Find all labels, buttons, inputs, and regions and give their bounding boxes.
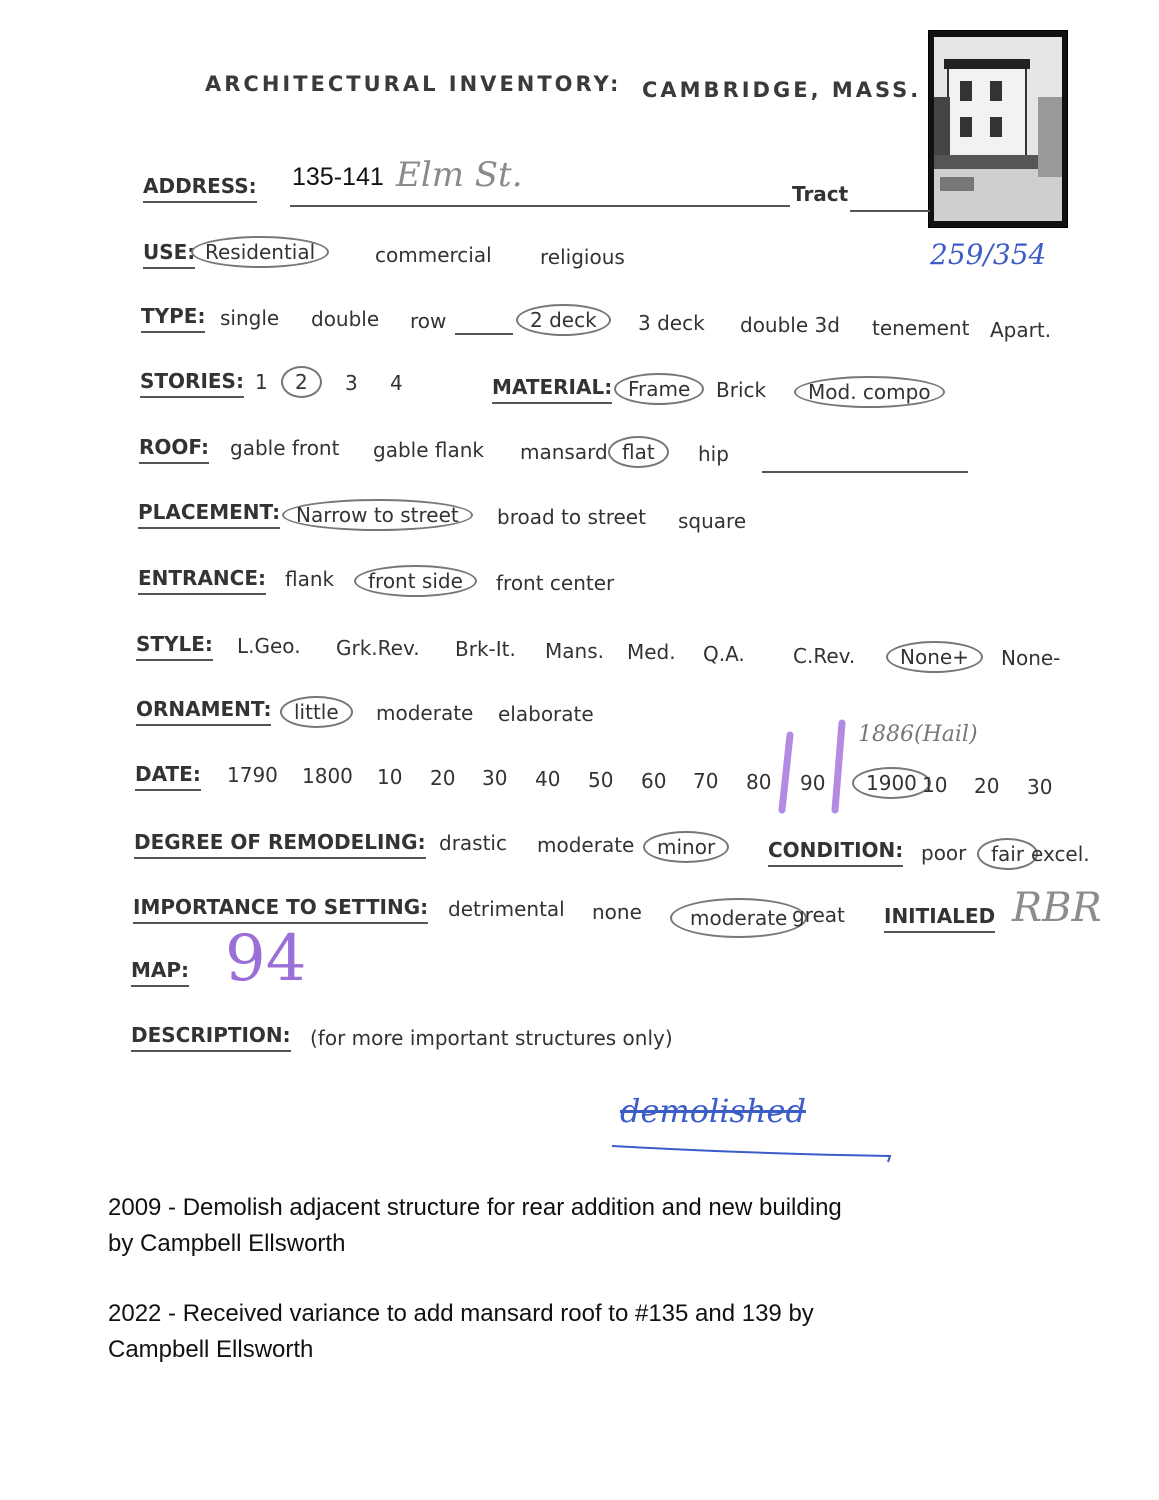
use-residential: Residential (191, 236, 329, 268)
importance-label: IMPORTANCE TO SETTING: (133, 895, 428, 924)
stories-2: 2 (281, 366, 322, 398)
style-lgeo: L.Geo. (237, 634, 301, 658)
roof-flat: flat (608, 436, 669, 468)
importance-none: none (592, 900, 642, 924)
roof-gable-front: gable front (230, 436, 340, 460)
date-annotation: 1886(Hail) (858, 722, 978, 747)
type-tenement: tenement (872, 316, 970, 340)
importance-moderate: moderate (670, 898, 807, 938)
importance-detrimental: detrimental (448, 897, 565, 921)
style-med: Med. (627, 640, 676, 664)
use-commercial: commercial (375, 243, 492, 267)
style-none-plus: None+ (886, 641, 983, 673)
date-purple-strokes (760, 715, 860, 815)
date-1790: 1790 (227, 763, 278, 787)
style-qa: Q.A. (703, 642, 745, 666)
material-label: MATERIAL: (492, 375, 612, 404)
entrance-front-center: front center (496, 571, 615, 595)
description-handwritten: demolished (620, 1092, 806, 1130)
date-50: 50 (588, 768, 614, 792)
description-label: DESCRIPTION: (131, 1023, 291, 1052)
style-label: STYLE: (136, 632, 213, 661)
description-underline (608, 1138, 898, 1168)
date-1900: 1900 (852, 767, 931, 799)
use-religious: religious (540, 245, 625, 269)
description-note: (for more important structures only) (310, 1026, 673, 1050)
date-1920: 20 (974, 774, 1000, 798)
stories-4: 4 (390, 371, 403, 395)
placement-label: PLACEMENT: (138, 500, 280, 529)
remodeling-minor: minor (643, 831, 729, 863)
date-80: 80 (746, 770, 772, 794)
map-value: 94 (225, 922, 307, 996)
initialed-label: INITIALED (884, 904, 995, 933)
condition-poor: poor (921, 841, 967, 865)
note-2022: 2022 - Received variance to add mansard roof to #135 and 139 by Campbell Ellsworth (108, 1300, 814, 1363)
material-mod-compo: Mod. compo (794, 376, 945, 408)
stories-3: 3 (345, 371, 358, 395)
type-3-deck: 3 deck (638, 311, 705, 335)
date-60: 60 (641, 769, 667, 793)
style-brkit: Brk-It. (455, 637, 516, 661)
address-label: ADDRESS: (143, 174, 257, 203)
stories-label: STORIES: (140, 369, 244, 398)
importance-great: great (792, 903, 845, 927)
entrance-label: ENTRANCE: (138, 566, 266, 595)
entrance-front-side: front side (354, 565, 477, 597)
material-brick: Brick (716, 378, 767, 402)
style-mans: Mans. (545, 639, 604, 663)
type-double-3d: double 3d (740, 313, 840, 337)
entrance-flank: flank (285, 567, 335, 591)
roof-gable-flank: gable flank (373, 438, 484, 462)
tract-value: 259/354 (930, 238, 1047, 271)
date-40: 40 (535, 767, 561, 791)
condition-fair: fair (977, 838, 1038, 870)
style-none-minus: None- (1001, 646, 1061, 670)
roof-hip: hip (698, 442, 729, 466)
style-crev: C.Rev. (793, 644, 856, 668)
condition-excel: excel. (1031, 842, 1090, 866)
type-apart: Apart. (990, 318, 1052, 342)
remodeling-moderate: moderate (537, 833, 635, 857)
ornament-moderate: moderate (376, 701, 474, 725)
address-street: Elm St. (396, 155, 523, 195)
stories-1: 1 (255, 370, 268, 394)
placement-narrow: Narrow to street (282, 499, 473, 531)
date-30: 30 (482, 766, 508, 790)
note-2009: 2009 - Demolish adjacent structure for rear addition and new building by Campbell Ellsworth (108, 1194, 842, 1257)
ornament-label: ORNAMENT: (136, 697, 271, 726)
form-title: ARCHITECTURAL INVENTORY: (205, 72, 622, 96)
ornament-elaborate: elaborate (498, 702, 594, 726)
remodeling-drastic: drastic (439, 831, 507, 855)
ornament-little: little (280, 696, 353, 728)
roof-label: ROOF: (139, 435, 209, 464)
condition-label: CONDITION: (768, 838, 903, 867)
date-20: 20 (430, 766, 456, 790)
placement-broad: broad to street (497, 505, 646, 529)
roof-mansard: mansard (520, 440, 608, 464)
date-1800: 1800 (302, 764, 353, 788)
style-grkrev: Grk.Rev. (336, 636, 420, 660)
remodeling-label: DEGREE OF REMODELING: (134, 830, 426, 859)
initialed-value: RBR (1012, 885, 1102, 931)
type-double: double (311, 307, 380, 331)
type-label: TYPE: (141, 304, 205, 333)
date-70: 70 (693, 769, 719, 793)
material-frame: Frame (614, 373, 704, 405)
address-number: 135-141 (292, 163, 384, 191)
date-label: DATE: (135, 762, 201, 791)
type-2-deck: 2 deck (516, 304, 611, 336)
tract-label: Tract (792, 182, 849, 206)
use-label: USE: (143, 240, 195, 269)
map-label: MAP: (131, 958, 189, 987)
placement-square: square (678, 509, 747, 533)
type-single: single (220, 306, 280, 330)
date-1910: 10 (922, 773, 948, 797)
date-10: 10 (377, 765, 403, 789)
date-90: 90 (800, 771, 826, 795)
date-1930: 30 (1027, 775, 1053, 799)
type-row: row (410, 309, 447, 333)
form-city: CAMBRIDGE, MASS. (642, 78, 922, 102)
building-photo (928, 30, 1068, 228)
